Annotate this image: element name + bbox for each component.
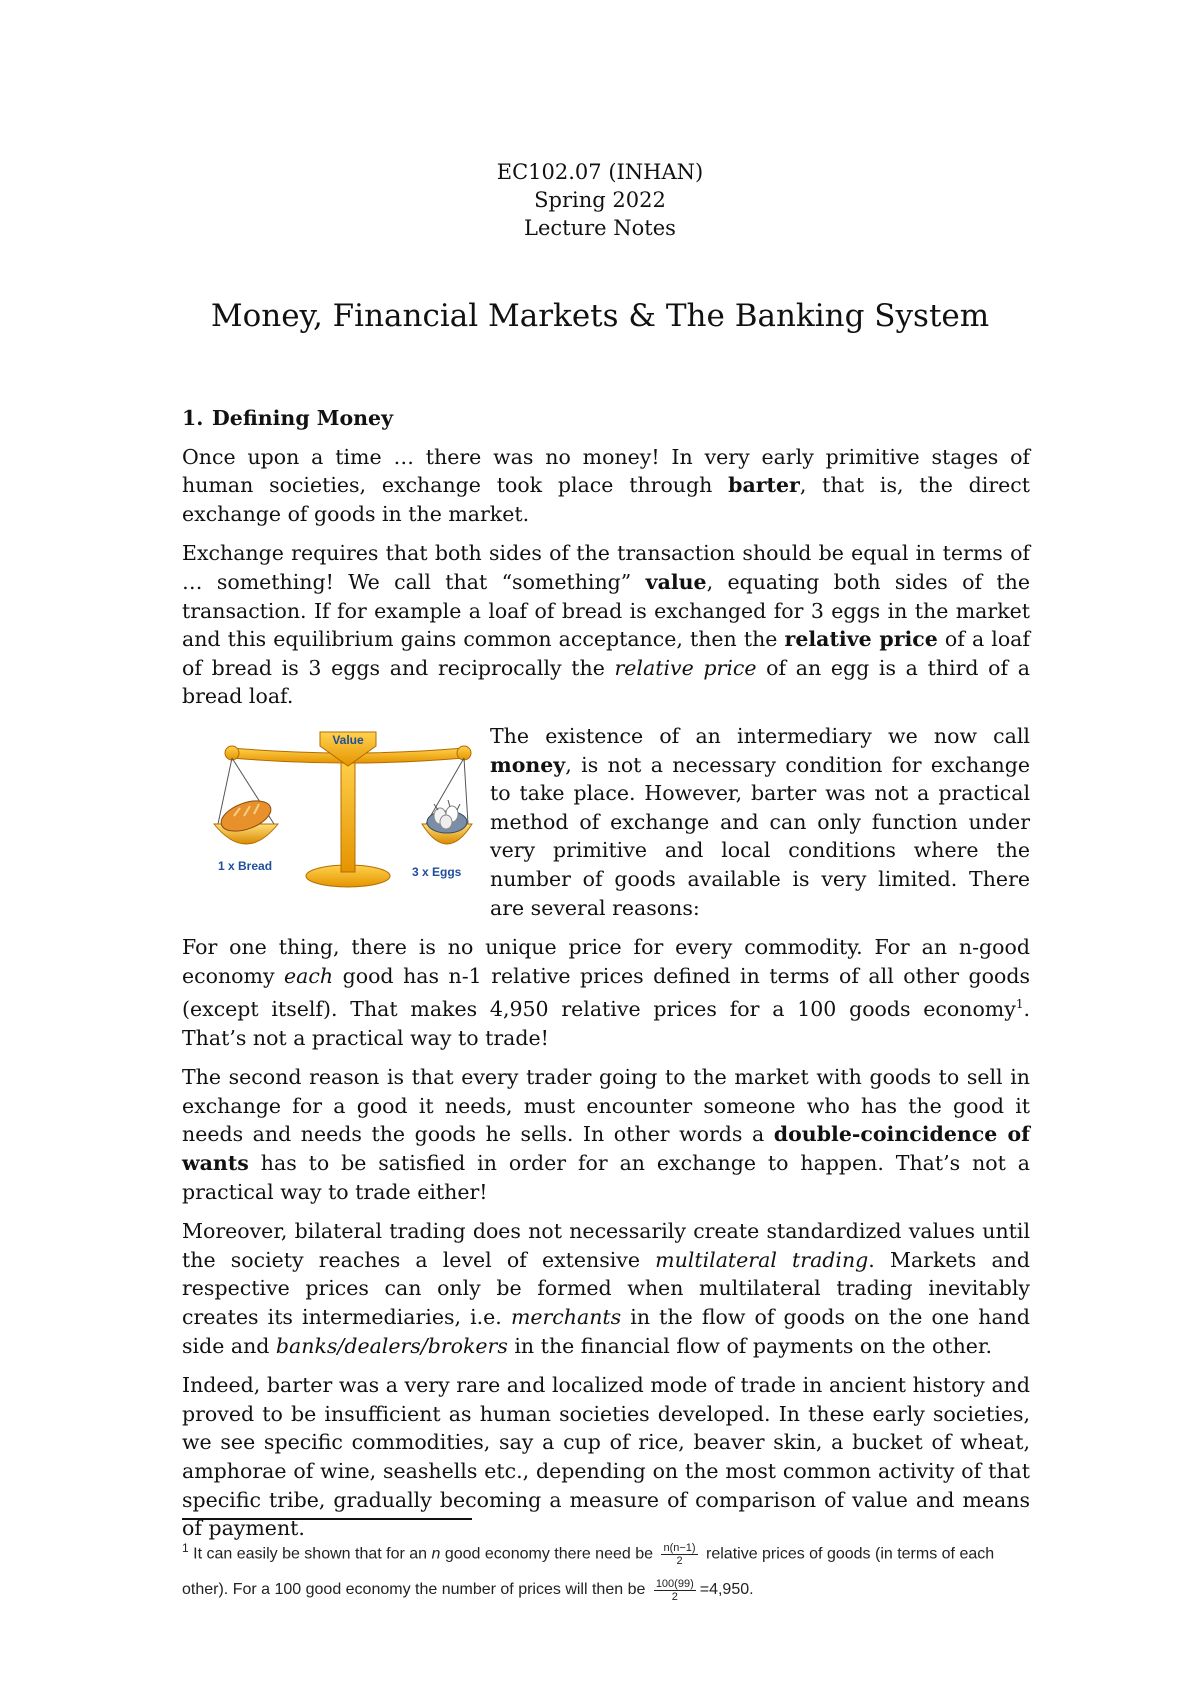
eggs-label: 3 x Eggs bbox=[412, 864, 462, 879]
term: Spring 2022 bbox=[534, 188, 666, 212]
paragraph-value: Exchange requires that both sides of the transaction should be equal in terms of … something! We call that “something” value, equating both sides of the transaction. If for example a loaf of bread is exchanged for 3 eggs in the market and this equilibrium gains common acceptance, then the relative price of a loaf of bread is 3 eggs and reciprocally the relative price of an egg is a third of a bread loaf. bbox=[182, 541, 1031, 709]
paragraph-barter: Once upon a time … there was no money! In very early primitive stages of human societies, exchange took place through barter, that is, the direct exchange of goods in the market. bbox=[182, 444, 1030, 526]
term-double-coincidence: double-coincidence of wants bbox=[182, 1122, 1030, 1176]
section-number: 1. bbox=[182, 406, 204, 430]
paragraph-unique-price: For one thing, there is no unique price for every commodity. For an n-good economy each good has n-1 relative prices defined in terms of all other goods (except itself). That makes 4,950 relative prices for a 100 goods economy$^1$. That’s not a practical way to trade! bbox=[182, 935, 1030, 1050]
fraction-formula: $\frac{n(n-1)}{2}$ bbox=[663, 1541, 696, 1567]
eggs-icon bbox=[427, 800, 467, 833]
scale-column bbox=[341, 754, 355, 872]
main-content bbox=[182, 404, 1030, 1554]
paragraph-money: The existence of an intermediary we now call money, is not a necessary condition for exchange to take place. However, barter was not a practical method of exchange and can only function under very primitive and local conditions where the number of goods available is very limited. There are several reasons: bbox=[490, 723, 1030, 920]
bread-label: 1 x Bread bbox=[218, 858, 273, 873]
string-right-2 bbox=[464, 758, 468, 824]
beam-end-right bbox=[457, 746, 471, 760]
beam-end-left bbox=[225, 746, 239, 760]
term-value: value bbox=[645, 569, 707, 594]
term-barter: barter bbox=[728, 473, 800, 498]
term-relative-price: relative price bbox=[784, 627, 938, 652]
footnote: $^1$ It can easily be shown that for an n good economy there need be $\frac{n(n-1)}{2}$ relative prices of goods (in terms of each other). For a 100 good economy the number of prices will then be $\frac{100(99)}{2}$ =4,950. bbox=[182, 1541, 995, 1603]
footnote-separator bbox=[182, 1518, 472, 1520]
document-header bbox=[0, 158, 1200, 242]
fraction-example: $\frac{100(99)}{2}$ bbox=[655, 1577, 694, 1603]
paragraph-multilateral: Moreover, bilateral trading does not necessarily create standardized values until the society reaches a level of extensive multilateral trading. Markets and respective prices can only be formed when multilateral trading inevitably creates its intermediaries, i.e. merchants in the flow of goods on the one hand side and banks/dealers/brokers in the financial flow of payments on the other. bbox=[182, 1219, 1030, 1358]
paragraph-commodity-money: Indeed, barter was a very rare and localized mode of trade in ancient history and proved to be insufficient as human societies developed. In these early societies, we see specific commodities, say a cup of rice, beaver skin, a bucket of wheat, amphorae of wine, seashells etc., depending on the most common activity of that specific tribe, gradually becoming a measure of comparison of value and means of payment. bbox=[182, 1373, 1030, 1541]
course-code: EC102.07 (INHAN) bbox=[496, 160, 704, 184]
footnote-marker: 1 bbox=[182, 1541, 189, 1555]
value-label: Value bbox=[332, 732, 364, 747]
paragraph-double-coincidence: The second reason is that every trader going to the market with goods to sell in exchange for a good it needs, must encounter someone who has the good it needs and needs the goods he sells. In other words a double-coincidence of wants has to be satisfied in order for an exchange to happen. That’s not a practical way to trade either! bbox=[182, 1065, 1030, 1204]
section-title: Defining Money bbox=[212, 406, 394, 430]
footnote-reference[interactable]: 1 bbox=[1015, 997, 1024, 1012]
section-heading bbox=[182, 404, 1030, 433]
balance-scale-figure bbox=[212, 724, 474, 896]
term-money: money bbox=[490, 752, 566, 777]
document-title: Money, Financial Markets & The Banking System bbox=[210, 298, 990, 334]
document-type: Lecture Notes bbox=[524, 216, 676, 240]
